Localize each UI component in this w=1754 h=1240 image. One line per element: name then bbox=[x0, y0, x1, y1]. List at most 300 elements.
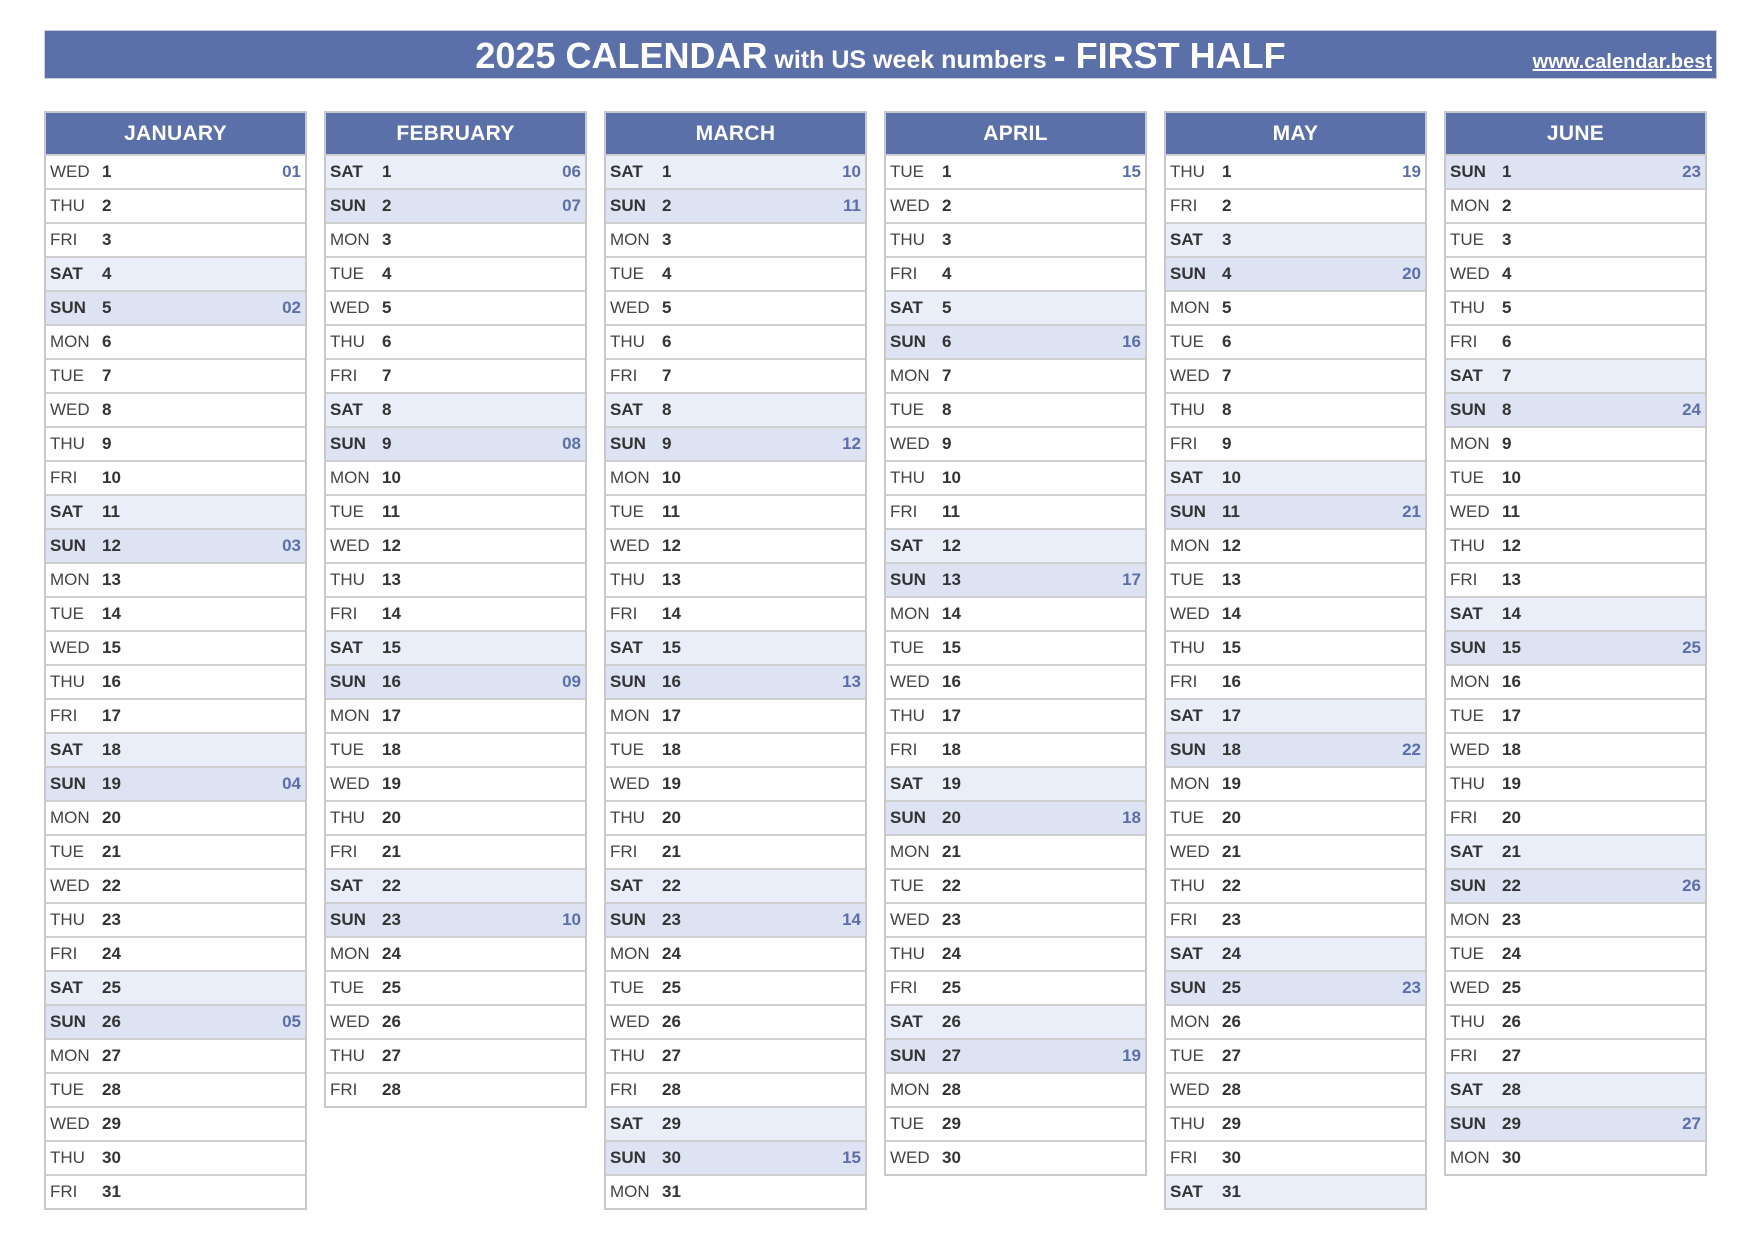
day-number: 31 bbox=[102, 1182, 121, 1201]
day-row bbox=[1166, 1140, 1425, 1174]
website-link[interactable]: www.calendar.best bbox=[1532, 51, 1712, 73]
day-number: 30 bbox=[1502, 1148, 1521, 1167]
day-row bbox=[46, 630, 305, 664]
month-header: JANUARY bbox=[46, 113, 305, 154]
day-number: 24 bbox=[662, 944, 681, 963]
month-march bbox=[604, 111, 867, 1210]
weekday-label: WED bbox=[890, 1148, 930, 1167]
week-number: 15 bbox=[842, 1148, 861, 1167]
day-number: 10 bbox=[942, 468, 961, 487]
weekday-label: FRI bbox=[1450, 808, 1478, 827]
day-row bbox=[606, 256, 865, 290]
day-number: 6 bbox=[1222, 332, 1232, 351]
day-row bbox=[1446, 222, 1705, 256]
day-number: 21 bbox=[1502, 842, 1521, 861]
day-row bbox=[1166, 358, 1425, 392]
weekday-label: SAT bbox=[890, 298, 923, 317]
day-row bbox=[1166, 902, 1425, 936]
month-header: APRIL bbox=[886, 113, 1145, 154]
weekday-label: FRI bbox=[1170, 196, 1198, 215]
day-row bbox=[1166, 222, 1425, 256]
weekday-label: THU bbox=[610, 1046, 645, 1065]
day-row bbox=[886, 732, 1145, 766]
day-number: 4 bbox=[382, 264, 392, 283]
day-number: 27 bbox=[662, 1046, 681, 1065]
weekday-label: THU bbox=[890, 706, 925, 725]
weekday-label: SUN bbox=[1170, 978, 1206, 997]
weekday-label: THU bbox=[50, 434, 85, 453]
day-number: 1 bbox=[102, 162, 112, 181]
day-row bbox=[326, 800, 585, 834]
month-january bbox=[44, 111, 307, 1210]
week-number: 21 bbox=[1402, 502, 1421, 521]
day-number: 1 bbox=[662, 162, 672, 181]
weekday-label: MON bbox=[1170, 536, 1210, 555]
weekday-label: FRI bbox=[1450, 332, 1478, 351]
weekday-label: FRI bbox=[50, 1182, 78, 1201]
weekday-label: SUN bbox=[50, 298, 86, 317]
day-row bbox=[1166, 1004, 1425, 1038]
weekday-label: WED bbox=[610, 536, 650, 555]
weekday-label: MON bbox=[1450, 434, 1490, 453]
day-number: 22 bbox=[102, 876, 121, 895]
day-row bbox=[1166, 970, 1425, 1004]
day-number: 28 bbox=[382, 1080, 401, 1099]
day-number: 16 bbox=[102, 672, 121, 691]
weekday-label: WED bbox=[1450, 740, 1490, 759]
weekday-label: FRI bbox=[50, 230, 78, 249]
day-row bbox=[1166, 1106, 1425, 1140]
day-row bbox=[46, 1038, 305, 1072]
weekday-label: SAT bbox=[1450, 842, 1483, 861]
day-row bbox=[1166, 154, 1425, 188]
day-number: 25 bbox=[662, 978, 681, 997]
weekday-label: WED bbox=[330, 774, 370, 793]
day-number: 20 bbox=[102, 808, 121, 827]
day-number: 26 bbox=[942, 1012, 961, 1031]
day-number: 28 bbox=[1502, 1080, 1521, 1099]
day-number: 11 bbox=[102, 502, 120, 521]
day-row bbox=[606, 596, 865, 630]
day-number: 21 bbox=[1222, 842, 1241, 861]
week-number: 02 bbox=[282, 298, 301, 317]
weekday-label: FRI bbox=[50, 468, 78, 487]
day-number: 12 bbox=[1502, 536, 1521, 555]
day-row bbox=[606, 664, 865, 698]
day-number: 29 bbox=[1502, 1114, 1521, 1133]
weekday-label: TUE bbox=[1170, 1046, 1204, 1065]
weekday-label: FRI bbox=[50, 944, 78, 963]
weekday-label: THU bbox=[1450, 298, 1485, 317]
day-number: 23 bbox=[1502, 910, 1521, 929]
weekday-label: TUE bbox=[1170, 332, 1204, 351]
weekday-label: SAT bbox=[1170, 230, 1203, 249]
weekday-label: SUN bbox=[890, 570, 926, 589]
day-number: 19 bbox=[1222, 774, 1241, 793]
day-row bbox=[1166, 188, 1425, 222]
weekday-label: FRI bbox=[330, 842, 358, 861]
day-number: 9 bbox=[662, 434, 672, 453]
day-number: 25 bbox=[382, 978, 401, 997]
day-row bbox=[606, 834, 865, 868]
weekday-label: MON bbox=[50, 1046, 90, 1065]
weekday-label: MON bbox=[610, 1182, 650, 1201]
day-row bbox=[326, 834, 585, 868]
weekday-label: WED bbox=[50, 876, 90, 895]
day-number: 11 bbox=[382, 502, 400, 521]
weekday-label: FRI bbox=[330, 604, 358, 623]
weekday-label: THU bbox=[610, 570, 645, 589]
day-row bbox=[1446, 1140, 1705, 1174]
day-row bbox=[1166, 698, 1425, 732]
weekday-label: MON bbox=[330, 230, 370, 249]
weekday-label: TUE bbox=[330, 502, 364, 521]
weekday-label: SUN bbox=[610, 434, 646, 453]
weekday-label: WED bbox=[1170, 842, 1210, 861]
day-number: 17 bbox=[102, 706, 121, 725]
day-number: 3 bbox=[1222, 230, 1232, 249]
day-row bbox=[46, 698, 305, 732]
week-number: 06 bbox=[562, 162, 581, 181]
day-number: 28 bbox=[942, 1080, 961, 1099]
weekday-label: SAT bbox=[890, 536, 923, 555]
weekday-label: THU bbox=[1170, 162, 1205, 181]
day-number: 19 bbox=[102, 774, 121, 793]
day-row bbox=[886, 358, 1145, 392]
day-number: 9 bbox=[102, 434, 112, 453]
month-header: JUNE bbox=[1446, 113, 1705, 154]
day-row bbox=[606, 562, 865, 596]
day-number: 6 bbox=[102, 332, 112, 351]
day-number: 25 bbox=[942, 978, 961, 997]
weekday-label: TUE bbox=[330, 740, 364, 759]
day-row bbox=[1166, 426, 1425, 460]
weekday-label: SAT bbox=[610, 1114, 643, 1133]
day-number: 19 bbox=[942, 774, 961, 793]
day-row bbox=[1446, 324, 1705, 358]
weekday-label: MON bbox=[1170, 1012, 1210, 1031]
weekday-label: THU bbox=[1450, 774, 1485, 793]
weekday-label: MON bbox=[610, 944, 650, 963]
day-row bbox=[326, 732, 585, 766]
weekday-label: SAT bbox=[890, 774, 923, 793]
day-number: 14 bbox=[942, 604, 961, 623]
day-row bbox=[1446, 494, 1705, 528]
day-row bbox=[46, 528, 305, 562]
day-number: 12 bbox=[662, 536, 681, 555]
weekday-label: SAT bbox=[50, 502, 83, 521]
day-number: 23 bbox=[1222, 910, 1241, 929]
day-row bbox=[1446, 1072, 1705, 1106]
weekday-label: WED bbox=[610, 298, 650, 317]
day-row bbox=[1446, 630, 1705, 664]
day-row bbox=[606, 1004, 865, 1038]
day-number: 26 bbox=[662, 1012, 681, 1031]
weekday-label: FRI bbox=[1450, 1046, 1478, 1065]
weekday-label: WED bbox=[890, 196, 930, 215]
day-row bbox=[46, 1174, 305, 1208]
day-number: 4 bbox=[942, 264, 952, 283]
weekday-label: MON bbox=[610, 706, 650, 725]
weekday-label: SAT bbox=[1450, 1080, 1483, 1099]
day-row bbox=[886, 1140, 1145, 1174]
day-number: 9 bbox=[1222, 434, 1232, 453]
day-number: 20 bbox=[942, 808, 961, 827]
day-row bbox=[46, 324, 305, 358]
day-row bbox=[1446, 290, 1705, 324]
weekday-label: THU bbox=[890, 230, 925, 249]
day-number: 14 bbox=[1502, 604, 1521, 623]
weekday-label: TUE bbox=[1170, 570, 1204, 589]
day-row bbox=[46, 766, 305, 800]
day-row bbox=[46, 188, 305, 222]
month-header: MAY bbox=[1166, 113, 1425, 154]
weekday-label: THU bbox=[50, 672, 85, 691]
day-row bbox=[1166, 664, 1425, 698]
day-row bbox=[46, 732, 305, 766]
weekday-label: THU bbox=[890, 944, 925, 963]
weekday-label: MON bbox=[50, 808, 90, 827]
weekday-label: TUE bbox=[1450, 706, 1484, 725]
day-number: 27 bbox=[942, 1046, 961, 1065]
day-number: 15 bbox=[942, 638, 961, 657]
weekday-label: SUN bbox=[890, 332, 926, 351]
day-row bbox=[1446, 154, 1705, 188]
weekday-label: SUN bbox=[610, 910, 646, 929]
weekday-label: THU bbox=[1170, 638, 1205, 657]
weekday-label: SUN bbox=[890, 808, 926, 827]
day-number: 5 bbox=[662, 298, 672, 317]
day-number: 12 bbox=[102, 536, 121, 555]
weekday-label: THU bbox=[610, 808, 645, 827]
page-title bbox=[45, 35, 1716, 77]
day-row bbox=[46, 936, 305, 970]
day-row bbox=[1166, 1038, 1425, 1072]
weekday-label: MON bbox=[1450, 196, 1490, 215]
day-row bbox=[606, 1038, 865, 1072]
weekday-label: THU bbox=[330, 1046, 365, 1065]
day-number: 2 bbox=[662, 196, 672, 215]
day-row bbox=[1446, 1004, 1705, 1038]
day-row bbox=[326, 596, 585, 630]
weekday-label: THU bbox=[890, 468, 925, 487]
day-row bbox=[1446, 562, 1705, 596]
day-number: 13 bbox=[1222, 570, 1241, 589]
day-number: 14 bbox=[662, 604, 681, 623]
weekday-label: THU bbox=[50, 1148, 85, 1167]
day-row bbox=[606, 154, 865, 188]
day-row bbox=[1446, 936, 1705, 970]
weekday-label: SUN bbox=[330, 434, 366, 453]
day-row bbox=[886, 1038, 1145, 1072]
day-number: 22 bbox=[662, 876, 681, 895]
day-row bbox=[886, 562, 1145, 596]
day-number: 29 bbox=[102, 1114, 121, 1133]
day-row bbox=[46, 290, 305, 324]
weekday-label: FRI bbox=[1170, 1148, 1198, 1167]
day-row bbox=[606, 1106, 865, 1140]
day-number: 23 bbox=[662, 910, 681, 929]
weekday-label: TUE bbox=[610, 978, 644, 997]
day-row bbox=[1446, 256, 1705, 290]
day-number: 16 bbox=[942, 672, 961, 691]
weekday-label: SUN bbox=[1170, 264, 1206, 283]
weekday-label: SUN bbox=[1450, 1114, 1486, 1133]
day-row bbox=[1166, 1072, 1425, 1106]
day-number: 3 bbox=[1502, 230, 1512, 249]
weekday-label: FRI bbox=[890, 502, 918, 521]
day-number: 14 bbox=[1222, 604, 1241, 623]
day-number: 17 bbox=[382, 706, 401, 725]
day-number: 21 bbox=[662, 842, 681, 861]
day-row bbox=[326, 902, 585, 936]
week-number: 12 bbox=[842, 434, 861, 453]
day-number: 17 bbox=[1222, 706, 1241, 725]
day-number: 3 bbox=[102, 230, 112, 249]
day-number: 17 bbox=[942, 706, 961, 725]
day-row bbox=[326, 868, 585, 902]
day-row bbox=[606, 460, 865, 494]
day-row bbox=[886, 528, 1145, 562]
weekday-label: FRI bbox=[610, 366, 638, 385]
day-number: 7 bbox=[942, 366, 952, 385]
day-row bbox=[1166, 256, 1425, 290]
day-row bbox=[46, 154, 305, 188]
day-row bbox=[1446, 1106, 1705, 1140]
day-number: 5 bbox=[1222, 298, 1232, 317]
weekday-label: WED bbox=[50, 400, 90, 419]
day-row bbox=[606, 630, 865, 664]
day-row bbox=[606, 936, 865, 970]
weekday-label: WED bbox=[890, 672, 930, 691]
weekday-label: MON bbox=[610, 468, 650, 487]
weekday-label: SUN bbox=[50, 1012, 86, 1031]
weekday-label: TUE bbox=[50, 604, 84, 623]
weekday-label: THU bbox=[50, 910, 85, 929]
day-number: 11 bbox=[662, 502, 680, 521]
day-number: 5 bbox=[1502, 298, 1512, 317]
day-number: 24 bbox=[1502, 944, 1521, 963]
weekday-label: FRI bbox=[1170, 672, 1198, 691]
weekday-label: TUE bbox=[890, 400, 924, 419]
day-number: 3 bbox=[942, 230, 952, 249]
day-row bbox=[326, 664, 585, 698]
day-number: 1 bbox=[1222, 162, 1232, 181]
day-row bbox=[1446, 664, 1705, 698]
weekday-label: TUE bbox=[50, 366, 84, 385]
day-row bbox=[606, 698, 865, 732]
weekday-label: SAT bbox=[330, 162, 363, 181]
weekday-label: SUN bbox=[1450, 162, 1486, 181]
day-number: 21 bbox=[942, 842, 961, 861]
day-number: 18 bbox=[942, 740, 961, 759]
day-row bbox=[326, 256, 585, 290]
weekday-label: WED bbox=[330, 536, 370, 555]
calendar-title-bar bbox=[44, 30, 1717, 79]
weekday-label: WED bbox=[330, 1012, 370, 1031]
day-number: 13 bbox=[942, 570, 961, 589]
weekday-label: WED bbox=[50, 638, 90, 657]
weekday-label: MON bbox=[1170, 298, 1210, 317]
day-number: 23 bbox=[382, 910, 401, 929]
day-row bbox=[326, 358, 585, 392]
day-number: 6 bbox=[1502, 332, 1512, 351]
weekday-label: TUE bbox=[1450, 230, 1484, 249]
day-number: 8 bbox=[382, 400, 392, 419]
weekday-label: SAT bbox=[1450, 604, 1483, 623]
day-row bbox=[326, 970, 585, 1004]
day-row bbox=[1446, 596, 1705, 630]
day-number: 29 bbox=[1222, 1114, 1241, 1133]
day-number: 18 bbox=[1502, 740, 1521, 759]
day-row bbox=[886, 800, 1145, 834]
day-number: 8 bbox=[102, 400, 112, 419]
week-number: 22 bbox=[1402, 740, 1421, 759]
weekday-label: TUE bbox=[330, 264, 364, 283]
day-row bbox=[326, 1004, 585, 1038]
day-row bbox=[606, 358, 865, 392]
day-number: 19 bbox=[382, 774, 401, 793]
month-header: FEBRUARY bbox=[326, 113, 585, 154]
month-june bbox=[1444, 111, 1707, 1176]
day-number: 20 bbox=[662, 808, 681, 827]
day-row bbox=[606, 800, 865, 834]
weekday-label: WED bbox=[610, 774, 650, 793]
weekday-label: MON bbox=[330, 468, 370, 487]
weekday-label: FRI bbox=[330, 1080, 358, 1099]
weekday-label: SAT bbox=[50, 740, 83, 759]
day-row bbox=[326, 1038, 585, 1072]
day-row bbox=[1166, 494, 1425, 528]
day-row bbox=[606, 1072, 865, 1106]
weekday-label: FRI bbox=[1170, 910, 1198, 929]
day-row bbox=[606, 528, 865, 562]
day-row bbox=[1166, 800, 1425, 834]
day-row bbox=[886, 494, 1145, 528]
week-number: 23 bbox=[1402, 978, 1421, 997]
day-row bbox=[1166, 630, 1425, 664]
week-number: 16 bbox=[1122, 332, 1141, 351]
day-row bbox=[886, 188, 1145, 222]
day-row bbox=[46, 1140, 305, 1174]
day-row bbox=[886, 970, 1145, 1004]
weekday-label: SUN bbox=[610, 196, 646, 215]
weekday-label: SUN bbox=[330, 196, 366, 215]
month-header: MARCH bbox=[606, 113, 865, 154]
day-row bbox=[326, 630, 585, 664]
week-number: 14 bbox=[842, 910, 861, 929]
day-row bbox=[1446, 732, 1705, 766]
weekday-label: SAT bbox=[1450, 366, 1483, 385]
week-number: 25 bbox=[1682, 638, 1701, 657]
day-row bbox=[46, 256, 305, 290]
week-number: 11 bbox=[843, 196, 861, 215]
day-row bbox=[1446, 698, 1705, 732]
day-number: 11 bbox=[1502, 502, 1520, 521]
weekday-label: MON bbox=[890, 366, 930, 385]
day-row bbox=[46, 596, 305, 630]
day-row bbox=[326, 154, 585, 188]
day-row bbox=[326, 528, 585, 562]
weekday-label: THU bbox=[1170, 1114, 1205, 1133]
day-number: 16 bbox=[662, 672, 681, 691]
day-row bbox=[46, 1106, 305, 1140]
day-row bbox=[1166, 868, 1425, 902]
weekday-label: MON bbox=[330, 944, 370, 963]
day-number: 7 bbox=[1222, 366, 1232, 385]
weekday-label: TUE bbox=[330, 978, 364, 997]
weekday-label: TUE bbox=[890, 162, 924, 181]
